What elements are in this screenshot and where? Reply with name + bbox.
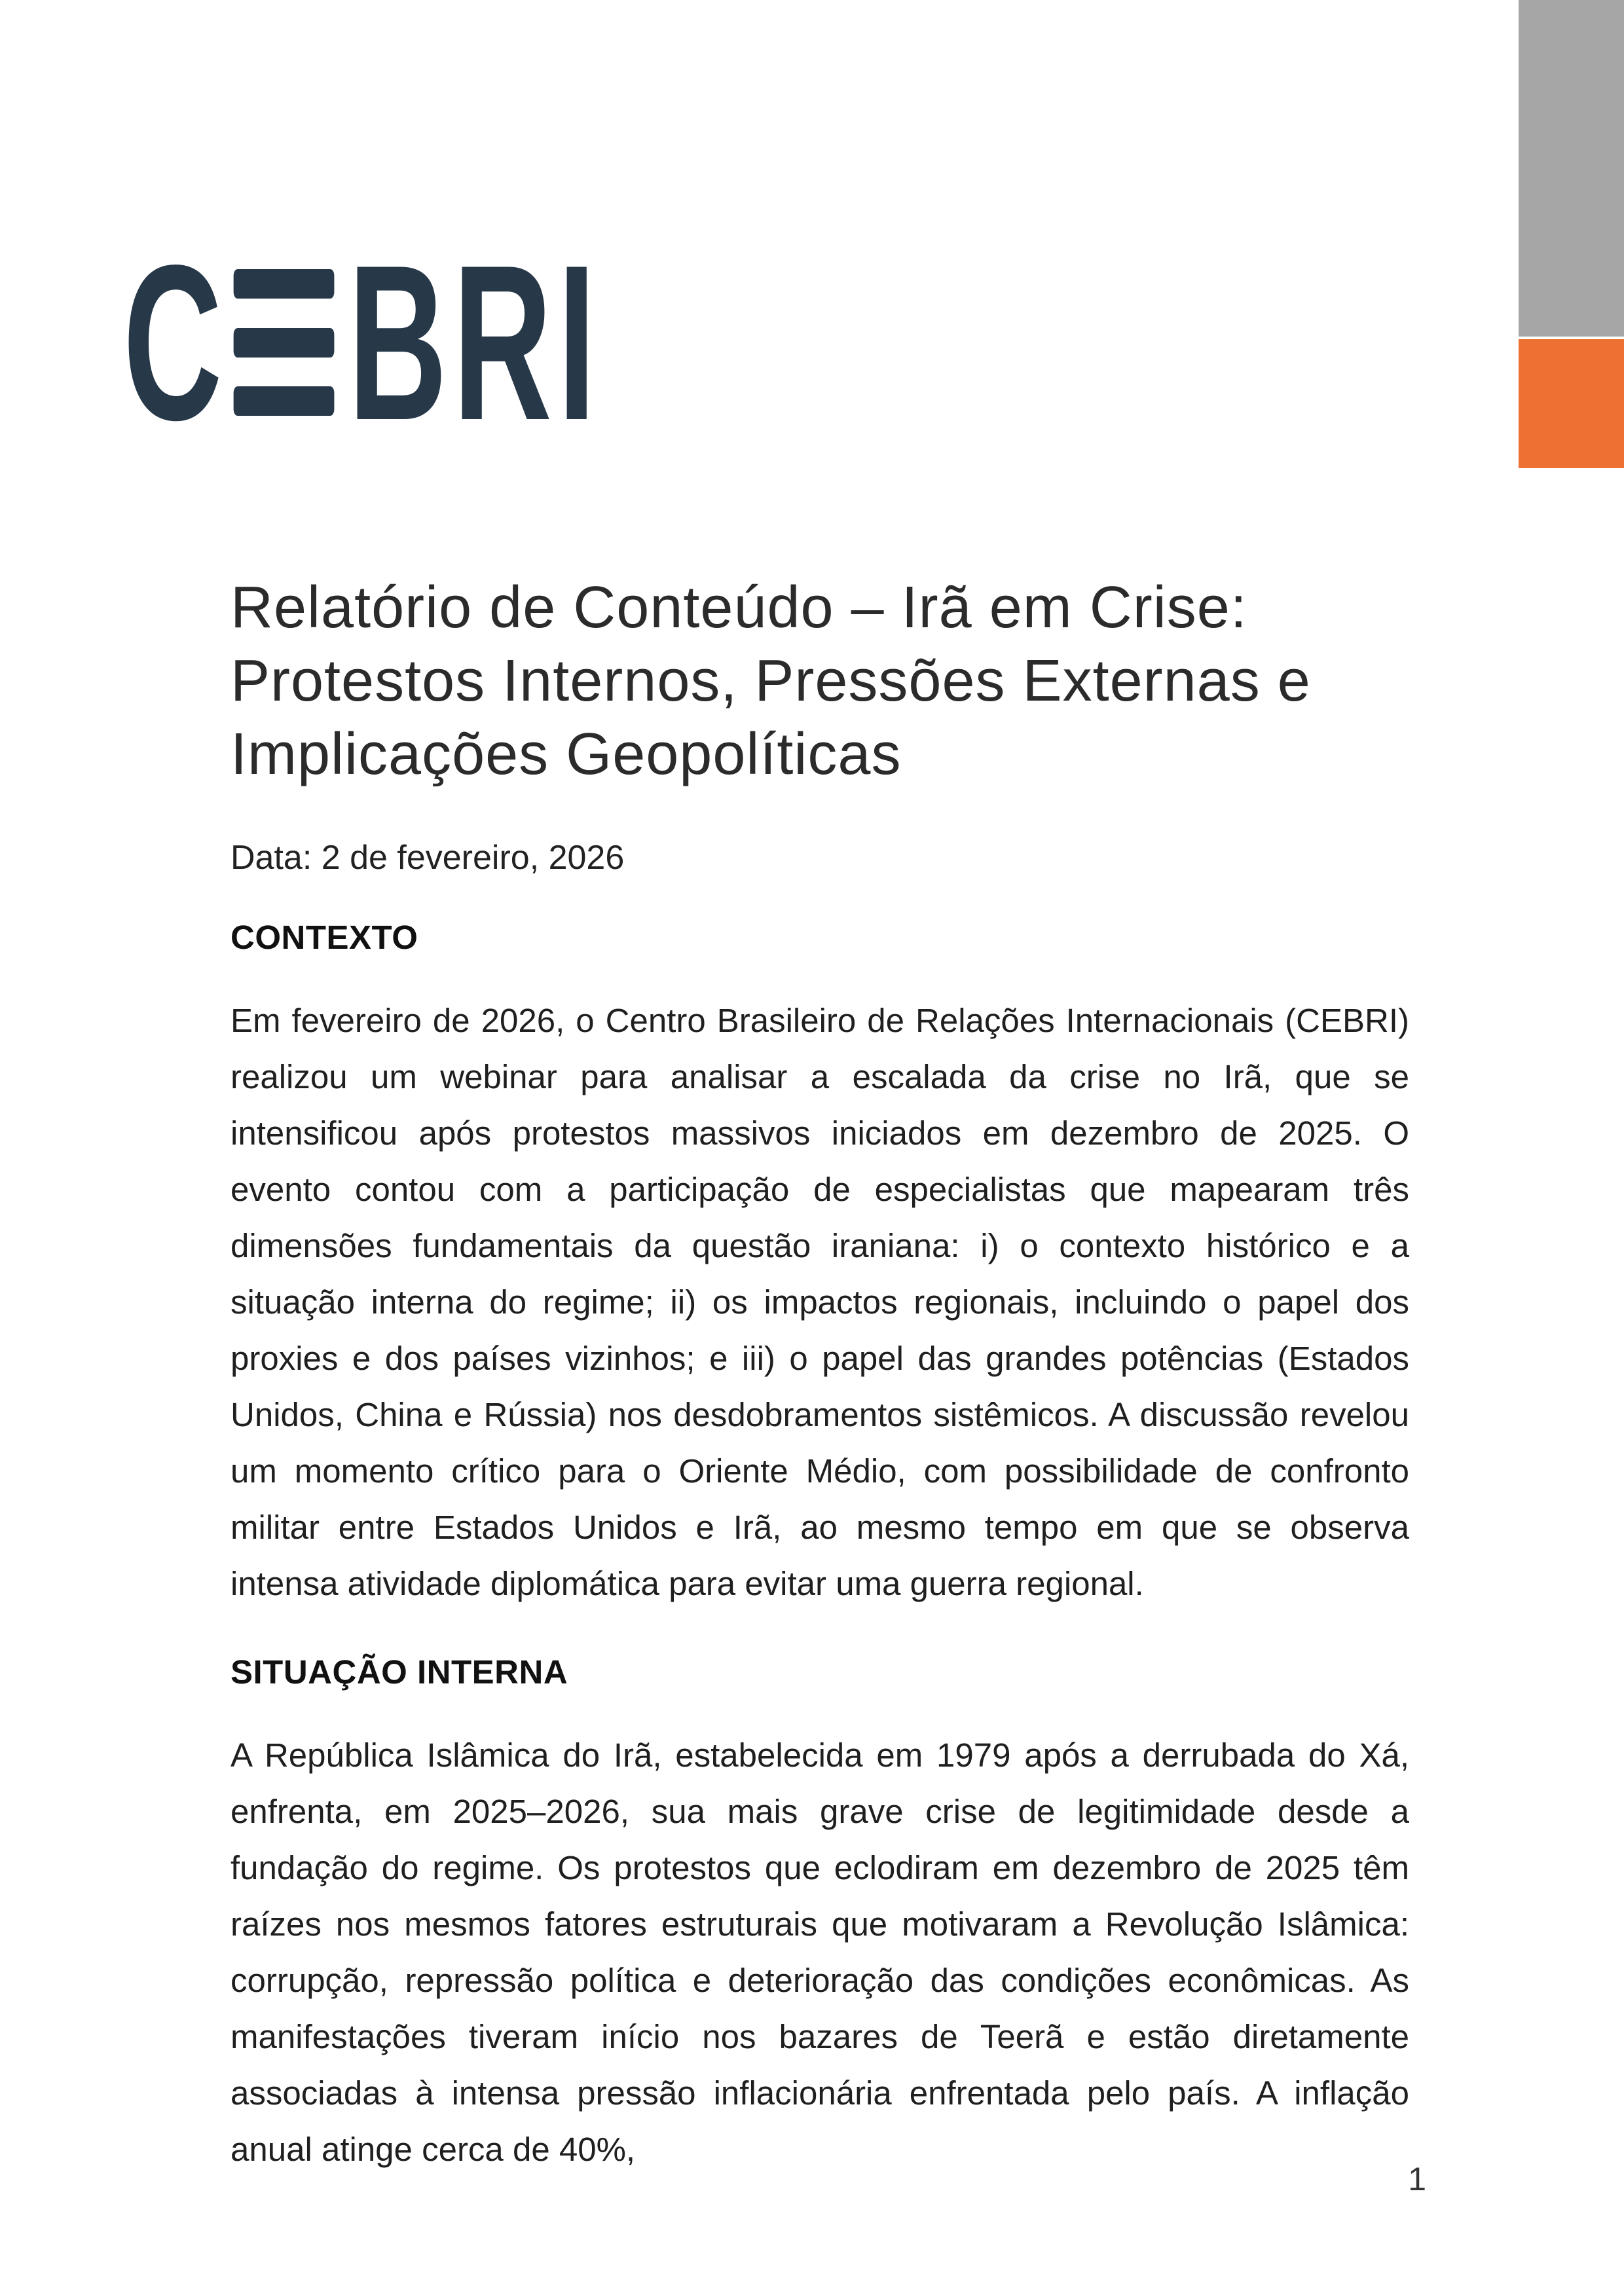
section-heading-contexto: CONTEXTO [231, 919, 418, 956]
section-heading-situacao-interna: SITUAÇÃO INTERNA [231, 1653, 568, 1691]
page-title-line-1: Relatório de Conteúdo – Irã em Crise: [231, 575, 1247, 640]
date-line: Data: 2 de fevereiro, 2026 [231, 839, 625, 877]
section-paragraph-situacao-interna: A República Islâmica do Irã, estabelecida em 1979 após a derrubada do Xá, enfrenta, em 2025–2026, sua mais grave crise de legitimidade desde a fundação do regime. Os protestos que eclodiram em dezembro de 2025 têm raízes nos mesmos fatores estruturais que motivaram a Revolução Islâmica: corrupção, repressão política e deterioração das condições econômicas. As manifestações tiveram início nos bazares de Teerã e estão diretamente associadas à intensa pressão inflacionária enfrentada pelo país. A inflação anual atinge cerca de 40%, [231, 1736, 1409, 2168]
page-title-line-2: Protestos Internos, Pressões Externas e [231, 648, 1311, 714]
page-title-line-3: Implicações Geopolíticas [231, 722, 902, 787]
logo-letter-c: C [123, 219, 229, 466]
section-situacao-interna [231, 1653, 1409, 2178]
document-body [231, 0, 1409, 2178]
header-orange-block [1519, 339, 1624, 468]
section-paragraph-contexto: Em fevereiro de 2026, o Centro Brasileiro de Relações Internacionais (CEBRI) realizou um webinar para analisar a escalada da crise no Irã, que se intensificou após protestos massivos iniciados em dezembro de 2025. O evento contou com a participação de especialistas que mapearam três dimensões fundamentais da questão iraniana: i) o contexto histórico e a situação interna do regime; ii) os impactos regionais, incluindo o papel dos proxies e dos países vizinhos; e iii) o papel das grandes potências (Estados Unidos, China e Rússia) nos desdobramentos sistêmicos. A discussão revelou um momento crítico para o Oriente Médio, com possibilidade de confronto militar entre Estados Unidos e Irã, ao mesmo tempo em que se observa intensa atividade diplomática para evitar uma guerra regional. [231, 1002, 1409, 1602]
page-title [231, 571, 1409, 791]
page-number: 1 [1408, 2161, 1426, 2197]
section-contexto [231, 918, 1409, 1612]
header-gray-block [1519, 0, 1624, 337]
logo-letters-bri: BRI [348, 219, 602, 466]
